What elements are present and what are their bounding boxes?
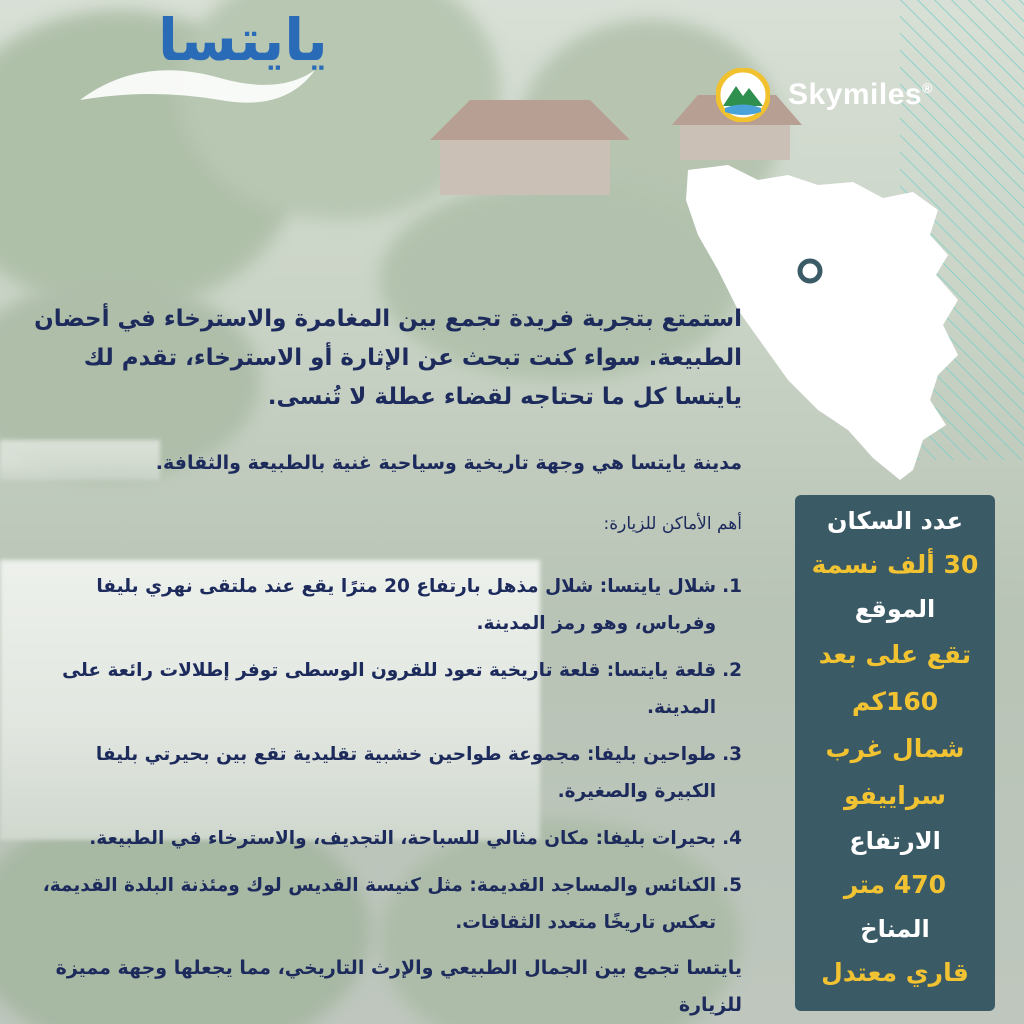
list-item xyxy=(30,652,742,726)
list-item xyxy=(30,568,742,642)
brand-name: Skymiles® xyxy=(788,78,933,111)
location-line: تقع على بعد xyxy=(818,640,972,669)
location-marker xyxy=(800,261,820,281)
list-text: قلعة يايتسا: قلعة تاريخية تعود للقرون الوسطى توفر إطلالات رائعة على المدينة. xyxy=(62,660,717,718)
closing-paragraph: يايتسا تجمع بين الجمال الطبيعي والإرث التاريخي، مما يجعلها وجهة مميزة للزيارة xyxy=(55,957,742,1016)
places-list xyxy=(30,568,742,951)
location-label: الموقع xyxy=(854,595,936,623)
list-item xyxy=(30,736,742,810)
population-label: عدد السكان xyxy=(826,507,964,535)
location-line: شمال غرب xyxy=(825,734,965,763)
list-text: الكنائس والمساجد القديمة: مثل كنيسة القديس لوك ومئذنة البلدة القديمة، تعكس تاريخًا متعدد الثقافات. xyxy=(42,875,717,933)
list-text: طواحين بليفا: مجموعة طواحين خشبية تقليدية تقع بين بحيرتي بليفا الكبيرة والصغيرة. xyxy=(95,744,717,802)
population-value: 30 ألف نسمة xyxy=(811,550,979,579)
info-panel xyxy=(795,495,995,1011)
climate-value: قاري معتدل xyxy=(821,958,969,987)
location-line: 160كم xyxy=(851,687,939,716)
list-text: بحيرات بليفا: مكان مثالي للسباحة، التجديف، والاسترخاء في الطبيعة. xyxy=(89,828,717,849)
places-heading: أهم الأماكن للزيارة: xyxy=(603,514,742,534)
list-number: 1. xyxy=(722,576,742,597)
list-number: 3. xyxy=(722,744,742,765)
page-title: يايتسا xyxy=(158,6,328,74)
list-item xyxy=(30,820,742,857)
list-number: 5. xyxy=(722,875,742,896)
intro-paragraph: استمتع بتجربة فريدة تجمع بين المغامرة والاسترخاء في أحضان الطبيعة. سواء كنت تبحث عن الإثارة أو الاسترخاء، تقدم لك يايتسا كل ما تحتاجه لقضاء عطلة لا تُنسى. xyxy=(34,306,742,410)
brand-logo xyxy=(716,68,933,122)
climate-label: المناخ xyxy=(860,915,930,943)
location-line: سراييفو xyxy=(844,781,946,810)
list-text: شلال يايتسا: شلال مذهل بارتفاع 20 مترًا يقع عند ملتقى نهري بليفا وفرباس، وهو رمز المدينة. xyxy=(96,576,717,634)
altitude-label: الارتفاع xyxy=(849,827,941,855)
list-item xyxy=(30,867,742,941)
mountain-logo-icon xyxy=(716,68,770,122)
list-number: 4. xyxy=(722,828,742,849)
list-number: 2. xyxy=(722,660,742,681)
altitude-value: 470 متر xyxy=(843,870,947,899)
city-description: مدينة يايتسا هي وجهة تاريخية وسياحية غنية بالطبيعة والثقافة. xyxy=(155,452,742,474)
title-block xyxy=(70,0,328,125)
